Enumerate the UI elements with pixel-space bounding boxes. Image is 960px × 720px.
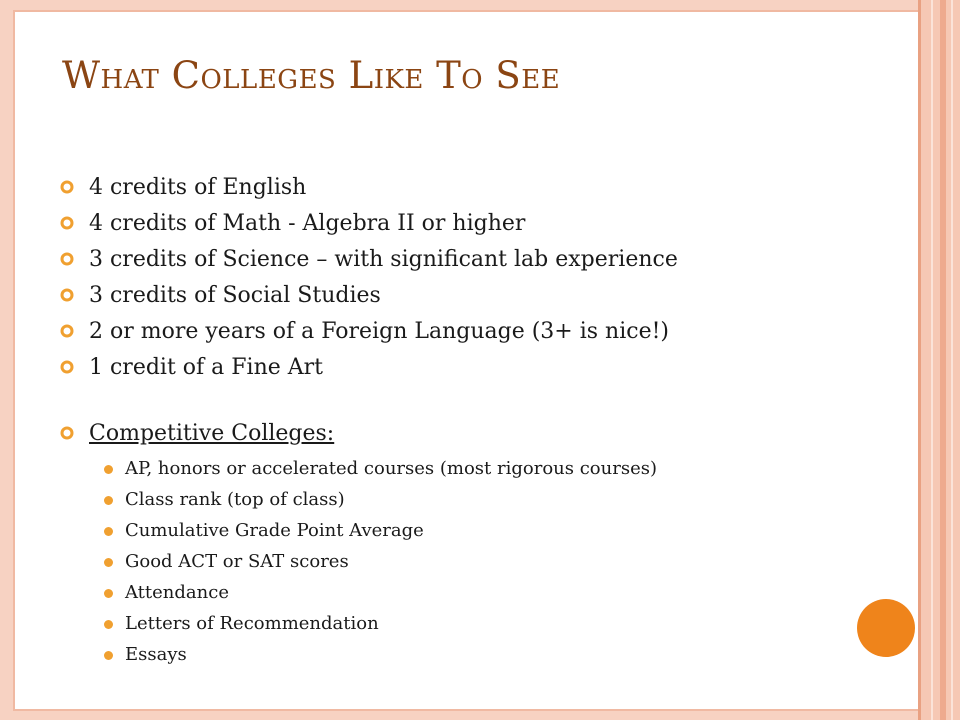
list-item	[60, 350, 900, 386]
orange-ring-bullet-icon	[60, 426, 74, 440]
list-item	[60, 242, 900, 278]
orange-ring-bullet-icon	[60, 288, 74, 302]
sub-list-item-text: Attendance	[125, 582, 229, 603]
orange-ring-bullet-icon	[60, 216, 74, 230]
right-stripe	[918, 0, 921, 720]
orange-ring-bullet-icon	[60, 324, 74, 338]
right-stripe	[931, 0, 933, 720]
orange-dot-bullet-icon	[104, 620, 113, 629]
orange-dot-bullet-icon	[104, 651, 113, 660]
list-item	[60, 314, 900, 350]
sub-list-item	[104, 639, 884, 670]
frame-bottom-line	[13, 709, 920, 711]
sub-list-item-text: AP, honors or accelerated courses (most rigorous courses)	[125, 458, 657, 479]
frame-bottom-border	[0, 711, 920, 720]
sub-list-item-text: Letters of Recommendation	[125, 613, 379, 634]
right-decorative-band	[918, 0, 960, 720]
main-bullet-list	[60, 170, 900, 452]
sub-list-item	[104, 484, 884, 515]
sub-list-item	[104, 546, 884, 577]
sub-list-item-text: Class rank (top of class)	[125, 489, 345, 510]
list-spacer	[60, 386, 900, 416]
list-item-text: 2 or more years of a Foreign Language (3+ is nice!)	[89, 319, 670, 344]
sub-list-item	[104, 515, 884, 546]
orange-ring-bullet-icon	[60, 180, 74, 194]
orange-dot-bullet-icon	[104, 496, 113, 505]
list-item-text: 1 credit of a Fine Art	[89, 355, 324, 380]
list-item-text: 4 credits of English	[89, 175, 307, 200]
orange-ring-bullet-icon	[60, 360, 74, 374]
orange-dot-bullet-icon	[104, 558, 113, 567]
orange-dot-bullet-icon	[104, 527, 113, 536]
sub-list-item-text: Good ACT or SAT scores	[125, 551, 349, 572]
list-item-text: 4 credits of Math - Algebra II or higher	[89, 211, 526, 236]
sub-list-item-text: Essays	[125, 644, 187, 665]
frame-left-line	[13, 0, 15, 720]
frame-top-line	[13, 10, 920, 12]
orange-ring-bullet-icon	[60, 252, 74, 266]
frame-left-border	[0, 0, 13, 720]
list-item	[60, 278, 900, 314]
right-stripe	[940, 0, 946, 720]
sub-list-item	[104, 577, 884, 608]
sub-list-item-text: Cumulative Grade Point Average	[125, 520, 424, 541]
orange-dot-bullet-icon	[104, 465, 113, 474]
sub-list-item	[104, 453, 884, 484]
sub-list-item	[104, 608, 884, 639]
right-stripe	[951, 0, 953, 720]
frame-top-border	[0, 0, 920, 10]
competitive-sub-list	[104, 453, 884, 670]
slide-title: What Colleges Like To See	[62, 54, 561, 97]
competitive-colleges-heading: Competitive Colleges:	[89, 421, 335, 446]
list-item-text: 3 credits of Science – with significant lab experience	[89, 247, 678, 272]
list-item-competitive-heading	[60, 416, 900, 452]
list-item-text: 3 credits of Social Studies	[89, 283, 381, 308]
list-item	[60, 206, 900, 242]
list-item	[60, 170, 900, 206]
orange-dot-bullet-icon	[104, 589, 113, 598]
